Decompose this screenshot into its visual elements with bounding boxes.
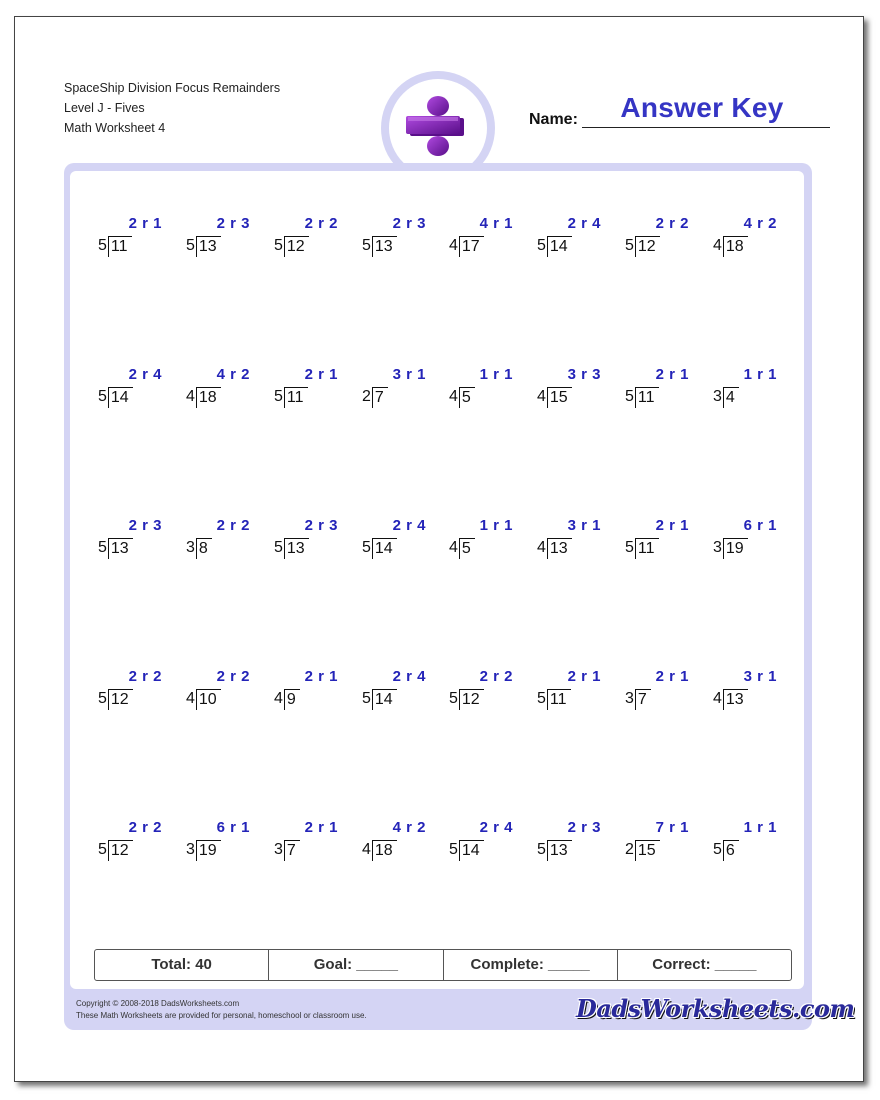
problem-answer: 2 r 4 bbox=[392, 668, 426, 685]
problem-answer: 2 r 2 bbox=[655, 215, 689, 232]
problem-expression bbox=[625, 689, 651, 710]
problem-divisor: 4 bbox=[537, 539, 546, 556]
problem-expression bbox=[449, 236, 484, 257]
problem-dividend: 12 bbox=[284, 236, 309, 257]
problem-answer: 2 r 4 bbox=[567, 215, 601, 232]
division-problem bbox=[186, 819, 250, 867]
problem-dividend: 5 bbox=[459, 387, 475, 408]
problem-dividend: 17 bbox=[459, 236, 484, 257]
usage-notice: These Math Worksheets are provided for personal, homeschool or classroom use. bbox=[76, 1011, 367, 1020]
problem-divisor: 5 bbox=[449, 841, 458, 858]
problem-expression bbox=[625, 840, 660, 861]
problem-answer: 4 r 2 bbox=[392, 819, 426, 836]
division-problem bbox=[186, 517, 250, 565]
division-problem bbox=[98, 668, 162, 716]
problem-expression bbox=[98, 689, 133, 710]
problem-answer: 2 r 2 bbox=[304, 215, 338, 232]
problem-expression bbox=[186, 387, 221, 408]
worksheet-title-block bbox=[64, 78, 280, 138]
problem-expression bbox=[713, 387, 739, 408]
problem-expression bbox=[274, 689, 300, 710]
answer-key-text: Answer Key bbox=[620, 92, 784, 123]
problem-dividend: 15 bbox=[635, 840, 660, 861]
division-problem bbox=[449, 366, 513, 414]
problem-answer: 2 r 1 bbox=[655, 668, 689, 685]
problem-dividend: 7 bbox=[635, 689, 651, 710]
problem-divisor: 2 bbox=[362, 388, 371, 405]
problem-divisor: 5 bbox=[274, 539, 283, 556]
problem-divisor: 5 bbox=[713, 841, 722, 858]
copyright-text: Copyright © 2008-2018 DadsWorksheets.com bbox=[76, 999, 240, 1008]
division-problem bbox=[449, 819, 513, 867]
problem-dividend: 7 bbox=[284, 840, 300, 861]
division-problem bbox=[625, 366, 689, 414]
problem-divisor: 4 bbox=[274, 690, 283, 707]
problem-expression bbox=[537, 538, 572, 559]
division-problem bbox=[362, 668, 426, 716]
problem-divisor: 4 bbox=[449, 237, 458, 254]
problems-grid bbox=[70, 171, 804, 871]
problem-expression bbox=[274, 387, 308, 408]
division-problem bbox=[274, 517, 338, 565]
problem-expression bbox=[537, 689, 571, 710]
problem-dividend: 18 bbox=[372, 840, 397, 861]
problem-divisor: 4 bbox=[186, 388, 195, 405]
division-problem bbox=[713, 517, 777, 565]
division-problem bbox=[98, 819, 162, 867]
problem-dividend: 4 bbox=[723, 387, 739, 408]
problem-divisor: 5 bbox=[98, 841, 107, 858]
division-problem bbox=[98, 517, 162, 565]
problem-dividend: 14 bbox=[547, 236, 572, 257]
problem-expression bbox=[713, 689, 748, 710]
division-problem bbox=[713, 366, 777, 414]
problem-divisor: 4 bbox=[537, 388, 546, 405]
division-problem bbox=[274, 819, 338, 867]
problem-divisor: 5 bbox=[98, 690, 107, 707]
problem-expression bbox=[186, 236, 221, 257]
problem-dividend: 12 bbox=[108, 840, 133, 861]
problem-dividend: 18 bbox=[196, 387, 221, 408]
division-problem bbox=[537, 819, 601, 867]
problem-answer: 2 r 2 bbox=[216, 517, 250, 534]
problem-dividend: 15 bbox=[547, 387, 572, 408]
problem-divisor: 3 bbox=[713, 539, 722, 556]
problem-answer: 2 r 1 bbox=[128, 215, 162, 232]
problem-answer: 2 r 4 bbox=[479, 819, 513, 836]
division-problem bbox=[186, 668, 250, 716]
division-problem bbox=[186, 215, 250, 263]
problem-expression bbox=[186, 538, 212, 559]
division-problem bbox=[625, 819, 689, 867]
problem-answer: 2 r 4 bbox=[392, 517, 426, 534]
problem-expression bbox=[713, 538, 748, 559]
score-complete: Complete: _____ bbox=[444, 950, 618, 980]
problem-divisor: 5 bbox=[186, 237, 195, 254]
problem-dividend: 13 bbox=[284, 538, 309, 559]
problem-dividend: 9 bbox=[284, 689, 300, 710]
problem-divisor: 5 bbox=[98, 237, 107, 254]
problem-answer: 2 r 2 bbox=[479, 668, 513, 685]
problem-dividend: 13 bbox=[547, 538, 572, 559]
division-problem bbox=[713, 215, 777, 263]
problem-divisor: 3 bbox=[713, 388, 722, 405]
score-bar bbox=[94, 949, 792, 981]
division-problem bbox=[449, 668, 513, 716]
problem-answer: 3 r 3 bbox=[567, 366, 601, 383]
problem-dividend: 14 bbox=[108, 387, 133, 408]
division-problem bbox=[186, 366, 250, 414]
problem-answer: 2 r 3 bbox=[304, 517, 338, 534]
worksheet-title: SpaceShip Division Focus Remainders bbox=[64, 81, 281, 95]
problem-answer: 1 r 1 bbox=[479, 517, 513, 534]
problem-expression bbox=[362, 387, 388, 408]
problem-dividend: 7 bbox=[372, 387, 388, 408]
problem-divisor: 5 bbox=[274, 237, 283, 254]
problem-divisor: 3 bbox=[274, 841, 283, 858]
problem-dividend: 19 bbox=[196, 840, 221, 861]
score-total: Total: 40 bbox=[95, 950, 269, 980]
score-correct: Correct: _____ bbox=[652, 956, 757, 973]
problem-answer: 4 r 1 bbox=[479, 215, 513, 232]
name-field-line bbox=[582, 127, 830, 128]
problem-answer: 2 r 1 bbox=[655, 517, 689, 534]
copyright-block bbox=[76, 998, 367, 1022]
problem-expression bbox=[537, 236, 572, 257]
problem-dividend: 18 bbox=[723, 236, 748, 257]
problem-answer: 2 r 2 bbox=[216, 668, 250, 685]
problem-dividend: 13 bbox=[723, 689, 748, 710]
brand-logo: DadsWorksheets.com bbox=[576, 994, 855, 1023]
division-problem bbox=[713, 668, 777, 716]
problem-answer: 2 r 1 bbox=[304, 819, 338, 836]
problem-answer: 3 r 1 bbox=[392, 366, 426, 383]
division-problem bbox=[625, 668, 689, 716]
problem-answer: 2 r 3 bbox=[392, 215, 426, 232]
problem-answer: 2 r 1 bbox=[655, 366, 689, 383]
problem-divisor: 5 bbox=[274, 388, 283, 405]
problem-answer: 2 r 1 bbox=[567, 668, 601, 685]
problem-expression bbox=[274, 236, 309, 257]
division-problem bbox=[98, 215, 162, 263]
problem-answer: 2 r 2 bbox=[128, 668, 162, 685]
problem-dividend: 11 bbox=[284, 387, 308, 408]
problem-expression bbox=[362, 689, 397, 710]
division-problem bbox=[537, 215, 601, 263]
problem-divisor: 5 bbox=[625, 539, 634, 556]
problem-divisor: 5 bbox=[98, 388, 107, 405]
problem-expression bbox=[362, 538, 397, 559]
problem-dividend: 14 bbox=[459, 840, 484, 861]
name-label: Name: bbox=[529, 111, 578, 128]
problem-expression bbox=[98, 236, 132, 257]
problems-area bbox=[70, 171, 804, 989]
score-goal: Goal: _____ bbox=[269, 950, 443, 980]
problem-expression bbox=[625, 387, 659, 408]
problem-divisor: 5 bbox=[537, 690, 546, 707]
problem-answer: 1 r 1 bbox=[743, 366, 777, 383]
problem-answer: 6 r 1 bbox=[216, 819, 250, 836]
problem-dividend: 14 bbox=[372, 689, 397, 710]
problem-dividend: 13 bbox=[547, 840, 572, 861]
problem-expression bbox=[625, 236, 660, 257]
problem-divisor: 5 bbox=[625, 237, 634, 254]
problem-dividend: 8 bbox=[196, 538, 212, 559]
division-problem bbox=[98, 366, 162, 414]
problem-answer: 2 r 3 bbox=[216, 215, 250, 232]
problem-divisor: 5 bbox=[362, 237, 371, 254]
division-problem bbox=[362, 819, 426, 867]
problem-divisor: 4 bbox=[449, 388, 458, 405]
problem-dividend: 12 bbox=[459, 689, 484, 710]
problem-divisor: 3 bbox=[186, 841, 195, 858]
problem-dividend: 6 bbox=[723, 840, 739, 861]
problem-expression bbox=[98, 538, 133, 559]
problem-divisor: 5 bbox=[625, 388, 634, 405]
problem-answer: 2 r 3 bbox=[567, 819, 601, 836]
worksheet-number: Math Worksheet 4 bbox=[64, 121, 166, 135]
problem-dividend: 13 bbox=[196, 236, 221, 257]
problem-dividend: 14 bbox=[372, 538, 397, 559]
problem-expression bbox=[274, 538, 309, 559]
division-problem bbox=[362, 517, 426, 565]
division-problem bbox=[274, 215, 338, 263]
problem-expression bbox=[449, 387, 475, 408]
problem-expression bbox=[449, 538, 475, 559]
problem-answer: 2 r 2 bbox=[128, 819, 162, 836]
problem-answer: 2 r 3 bbox=[128, 517, 162, 534]
problem-dividend: 12 bbox=[635, 236, 660, 257]
problem-divisor: 4 bbox=[186, 690, 195, 707]
division-problem bbox=[537, 668, 601, 716]
problem-answer: 3 r 1 bbox=[743, 668, 777, 685]
division-problem bbox=[713, 819, 777, 867]
problem-dividend: 11 bbox=[547, 689, 571, 710]
problem-divisor: 5 bbox=[98, 539, 107, 556]
problem-answer: 2 r 4 bbox=[128, 366, 162, 383]
problem-expression bbox=[537, 840, 572, 861]
problem-answer: 3 r 1 bbox=[567, 517, 601, 534]
problem-expression bbox=[362, 236, 397, 257]
division-problem bbox=[449, 215, 513, 263]
division-problem bbox=[362, 215, 426, 263]
problem-dividend: 11 bbox=[108, 236, 132, 257]
problem-divisor: 4 bbox=[449, 539, 458, 556]
problem-expression bbox=[186, 840, 221, 861]
problem-dividend: 11 bbox=[635, 538, 659, 559]
problem-divisor: 4 bbox=[713, 690, 722, 707]
problem-expression bbox=[449, 840, 484, 861]
problem-dividend: 12 bbox=[108, 689, 133, 710]
problem-answer: 4 r 2 bbox=[743, 215, 777, 232]
problem-answer: 1 r 1 bbox=[479, 366, 513, 383]
problem-expression bbox=[449, 689, 484, 710]
problem-answer: 2 r 1 bbox=[304, 668, 338, 685]
division-problem bbox=[362, 366, 426, 414]
problem-dividend: 13 bbox=[108, 538, 133, 559]
problem-divisor: 5 bbox=[362, 539, 371, 556]
problem-expression bbox=[362, 840, 397, 861]
problem-divisor: 5 bbox=[362, 690, 371, 707]
problem-expression bbox=[274, 840, 300, 861]
problem-divisor: 3 bbox=[186, 539, 195, 556]
problem-dividend: 19 bbox=[723, 538, 748, 559]
problem-divisor: 5 bbox=[537, 841, 546, 858]
division-problem bbox=[537, 366, 601, 414]
problem-expression bbox=[537, 387, 572, 408]
problem-dividend: 10 bbox=[196, 689, 221, 710]
problem-divisor: 2 bbox=[625, 841, 634, 858]
division-problem bbox=[625, 517, 689, 565]
problem-expression bbox=[98, 840, 133, 861]
problem-expression bbox=[98, 387, 133, 408]
problem-answer: 1 r 1 bbox=[743, 819, 777, 836]
division-problem bbox=[274, 668, 338, 716]
division-problem bbox=[449, 517, 513, 565]
problem-divisor: 5 bbox=[537, 237, 546, 254]
division-problem bbox=[274, 366, 338, 414]
problems-frame bbox=[64, 163, 855, 1030]
problem-divisor: 3 bbox=[625, 690, 634, 707]
problem-answer: 6 r 1 bbox=[743, 517, 777, 534]
problem-expression bbox=[713, 236, 748, 257]
problem-dividend: 13 bbox=[372, 236, 397, 257]
division-problem bbox=[537, 517, 601, 565]
problem-expression bbox=[713, 840, 739, 861]
worksheet-level: Level J - Fives bbox=[64, 101, 145, 115]
problem-divisor: 5 bbox=[449, 690, 458, 707]
problem-answer: 4 r 2 bbox=[216, 366, 250, 383]
problem-divisor: 4 bbox=[713, 237, 722, 254]
problem-dividend: 5 bbox=[459, 538, 475, 559]
problem-expression bbox=[625, 538, 659, 559]
problem-answer: 2 r 1 bbox=[304, 366, 338, 383]
problem-divisor: 4 bbox=[362, 841, 371, 858]
problem-expression bbox=[186, 689, 221, 710]
division-problem bbox=[625, 215, 689, 263]
problem-dividend: 11 bbox=[635, 387, 659, 408]
problem-answer: 7 r 1 bbox=[655, 819, 689, 836]
